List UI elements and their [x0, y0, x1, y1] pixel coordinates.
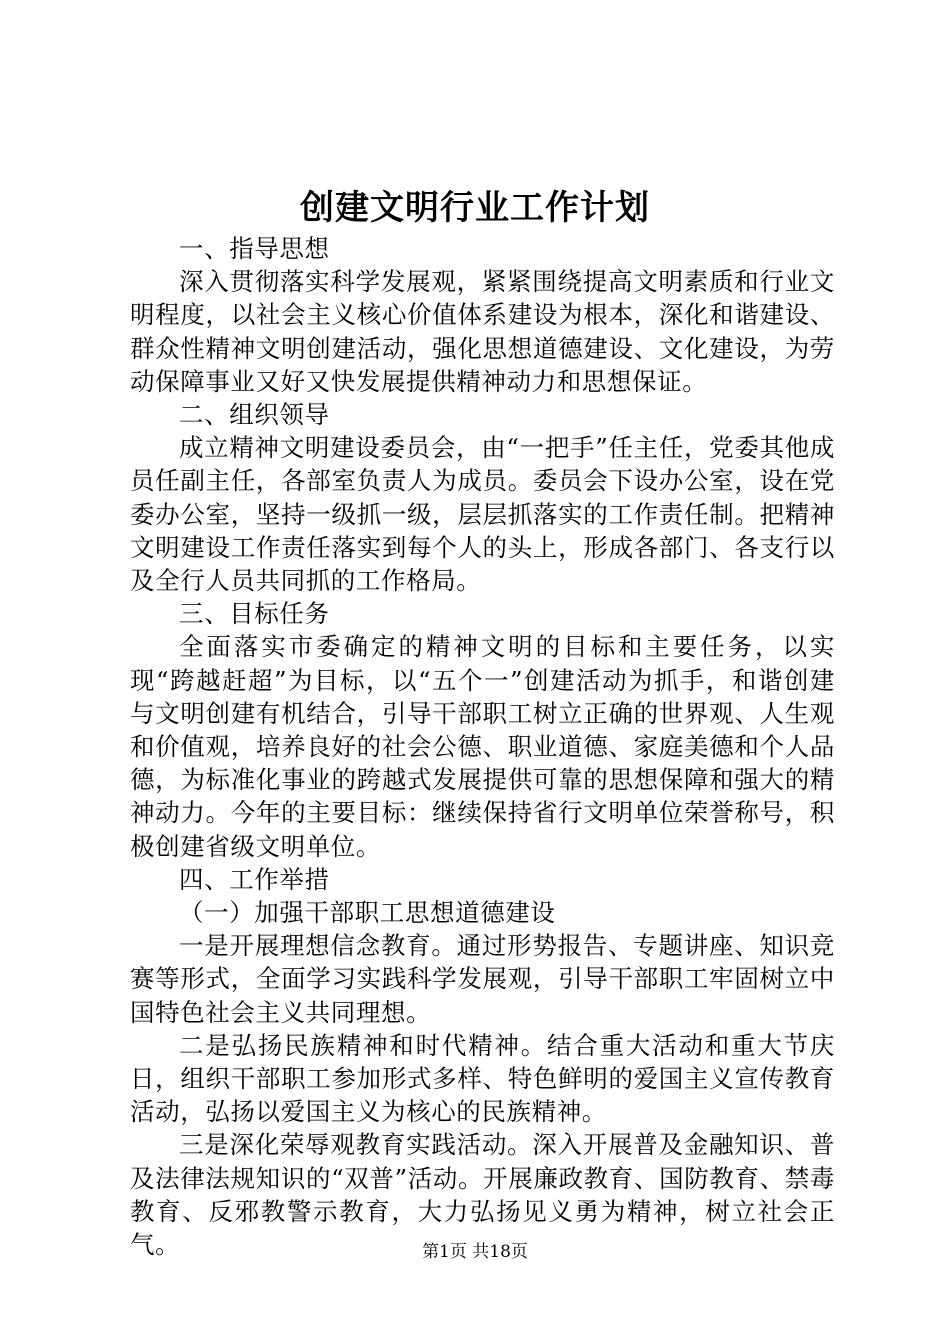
document-title: 创建文明行业工作计划: [300, 188, 650, 228]
paragraph-national-spirit: 二是弘扬民族精神和时代精神。结合重大活动和重大节庆日，组织干部职工参加形式多样、特色鲜明的爱国主义宣传教育活动，弘扬以爱国主义为核心的民族精神。: [130, 1030, 835, 1127]
paragraph-honor-education: 三是深化荣辱观教育实践活动。深入开展普及金融知识、普及法律法规知识的“双普”活动。开展廉政教育、国防教育、禁毒教育、反邪教警示教育，大力弘扬见义勇为精神，树立社会正气。: [130, 1130, 835, 1260]
paragraph-goals: 全面落实市委确定的精神文明的目标和主要任务，以实现“跨越赶超”为目标，以“五个一”创建活动为抓手，和谐创建与文明创建有机结合，引导干部职工树立正确的世界观、人生观和价值观，培养良好的社会公德、职业道德、家庭美德和个人品德，为标准化事业的跨越式发展提供可靠的思想保障和强大的精神动力。今年的主要目标：继续保持省行文明单位荣誉称号，积极创建省级文明单位。: [130, 632, 835, 861]
subsection-heading-moral-building: （一）加强干部职工思想道德建设: [179, 898, 556, 928]
paragraph-guiding-thought: 深入贯彻落实科学发展观，紧紧围绕提高文明素质和行业文明程度，以社会主义核心价值体系建设为根本，深化和谐建设、群众性精神文明创建活动，强化思想道德建设、文化建设，为劳动保障事业又好又快发展提供精神动力和思想保证。: [130, 267, 835, 396]
section-heading-goals: 三、目标任务: [179, 599, 330, 629]
document-body: [130, 232, 835, 1261]
section-heading-measures: 四、工作举措: [179, 864, 330, 894]
paragraph-organization: 成立精神文明建设委员会，由“一把手”任主任，党委其他成员任副主任，各部室负责人为成员。委员会下设办公室，设在党委办公室，坚持一级抓一级，层层抓落实的工作责任制。把精神文明建设工作责任落实到每个人的头上，形成各部门、各支行以及全行人员共同抓的工作格局。: [130, 433, 835, 596]
page-footer: 第1页 共18页: [422, 1242, 528, 1262]
paragraph-ideals-education: 一是开展理想信念教育。通过形势报告、专题讲座、知识竞赛等形式，全面学习实践科学发展观，引导干部职工牢固树立中国特色社会主义共同理想。: [130, 931, 835, 1027]
section-heading-guiding-thought: 一、指导思想: [179, 234, 330, 263]
section-heading-organization: 二、组织领导: [179, 400, 330, 430]
